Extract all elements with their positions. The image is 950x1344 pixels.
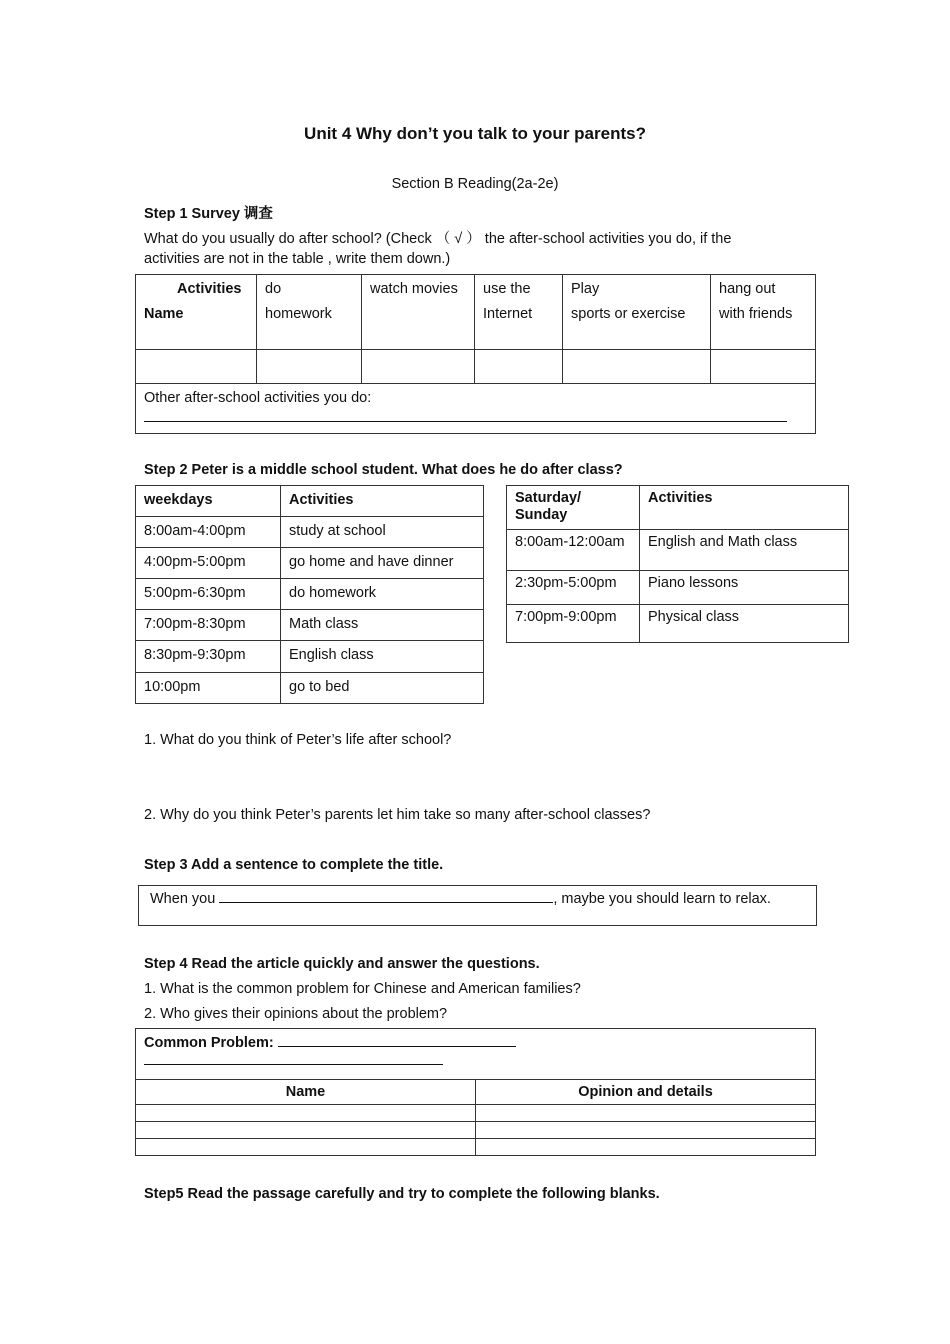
weekend-table	[506, 485, 849, 643]
weekend-time: 2:30pm-5:00pm	[507, 571, 640, 605]
title-suffix: , maybe you should learn to relax.	[553, 891, 771, 907]
step1-heading: Step 1 Survey 调查	[144, 206, 273, 222]
name-answer-cell[interactable]	[136, 1122, 476, 1139]
opinions-table	[135, 1028, 816, 1156]
page-subtitle: Section B Reading(2a-2e)	[391, 176, 559, 192]
step3-heading: Step 3 Add a sentence to complete the title.	[144, 857, 444, 873]
survey-column-text: with friends	[719, 306, 793, 322]
step5-heading: Step5 Read the passage carefully and try to complete the following blanks.	[144, 1186, 660, 1202]
opinion-column-header: Opinion and details	[476, 1080, 816, 1105]
weekdays-time: 10:00pm	[136, 673, 281, 704]
weekdays-time: 4:00pm-5:00pm	[136, 548, 281, 579]
name-column-header: Name	[136, 1080, 476, 1105]
name-answer-cell[interactable]	[136, 1105, 476, 1122]
survey-column-header	[563, 275, 711, 350]
step2-heading: Step 2 Peter is a middle school student. What does he do after class?	[144, 462, 623, 478]
survey-header-activities: Activities	[177, 281, 242, 297]
weekend-activity: Piano lessons	[640, 571, 849, 605]
weekdays-activity: Math class	[281, 610, 484, 641]
name-answer-cell[interactable]	[136, 1139, 476, 1156]
weekdays-activity: do homework	[281, 579, 484, 610]
weekdays-activity: English class	[281, 641, 484, 673]
weekdays-activity: go home and have dinner	[281, 548, 484, 579]
weekend-activities-header: Activities	[640, 486, 849, 530]
survey-answer-cell[interactable]	[136, 350, 257, 384]
opinion-answer-cell[interactable]	[476, 1139, 816, 1156]
survey-column-text: watch movies	[370, 281, 458, 297]
survey-column-text: hang out	[719, 281, 776, 297]
survey-other-label: Other after-school activities you do:	[144, 390, 372, 406]
survey-column-header	[475, 275, 563, 350]
weekend-time: 7:00pm-9:00pm	[507, 605, 640, 643]
step4-question-1: 1. What is the common problem for Chinese and American families?	[144, 981, 581, 997]
survey-other-answer-line[interactable]	[144, 411, 787, 422]
survey-answer-cell[interactable]	[257, 350, 362, 384]
step1-instruction-line2: activities are not in the table , write them down.)	[144, 251, 451, 267]
step2-question-1: 1. What do you think of Peter’s life after school?	[144, 732, 452, 748]
survey-column-text: Play	[571, 281, 600, 297]
weekdays-time: 8:00am-4:00pm	[136, 517, 281, 548]
survey-column-text: sports or exercise	[571, 306, 686, 322]
weekend-time: 8:00am-12:00am	[507, 530, 640, 571]
title-blank[interactable]	[219, 890, 553, 903]
survey-answer-cell[interactable]	[475, 350, 563, 384]
step4-question-2: 2. Who gives their opinions about the problem?	[144, 1006, 448, 1022]
common-problem-blank[interactable]	[278, 1034, 516, 1047]
step1-instruction-line1: What do you usually do after school? (Check （ √ ） the after-school activities you do, if the	[144, 231, 732, 247]
weekend-activity: Physical class	[640, 605, 849, 643]
weekdays-table	[135, 485, 484, 704]
weekend-activity: English and Math class	[640, 530, 849, 571]
step4-heading: Step 4 Read the article quickly and answer the questions.	[144, 956, 540, 972]
title-box	[138, 885, 817, 926]
weekdays-activity: study at school	[281, 517, 484, 548]
survey-other-cell	[136, 384, 816, 434]
survey-column-header	[257, 275, 362, 350]
survey-answer-cell[interactable]	[563, 350, 711, 384]
survey-column-text: use the	[483, 281, 531, 297]
survey-answer-cell[interactable]	[711, 350, 816, 384]
survey-header-name: Name	[144, 306, 184, 322]
survey-column-text: homework	[265, 306, 332, 322]
survey-column-header	[362, 275, 475, 350]
weekdays-time: 7:00pm-8:30pm	[136, 610, 281, 641]
survey-answer-cell[interactable]	[362, 350, 475, 384]
weekdays-time: 8:30pm-9:30pm	[136, 641, 281, 673]
page-title: Unit 4 Why don’t you talk to your parents?	[304, 124, 646, 143]
survey-header-cell	[136, 275, 257, 350]
common-problem-blank-2[interactable]	[144, 1056, 443, 1065]
common-problem-label: Common Problem:	[144, 1035, 274, 1051]
weekdays-activity: go to bed	[281, 673, 484, 704]
survey-column-header	[711, 275, 816, 350]
opinion-answer-cell[interactable]	[476, 1122, 816, 1139]
weekdays-header: weekdays	[136, 486, 281, 517]
step2-question-2: 2. Why do you think Peter’s parents let him take so many after-school classes?	[144, 807, 651, 823]
weekend-header: Saturday/ Sunday	[507, 486, 640, 530]
common-problem-cell	[136, 1029, 816, 1080]
weekdays-activities-header: Activities	[281, 486, 484, 517]
survey-column-text: Internet	[483, 306, 533, 322]
survey-table	[135, 274, 816, 434]
survey-column-text: do	[265, 281, 282, 297]
title-prefix: When you	[150, 891, 216, 907]
weekdays-time: 5:00pm-6:30pm	[136, 579, 281, 610]
opinion-answer-cell[interactable]	[476, 1105, 816, 1122]
